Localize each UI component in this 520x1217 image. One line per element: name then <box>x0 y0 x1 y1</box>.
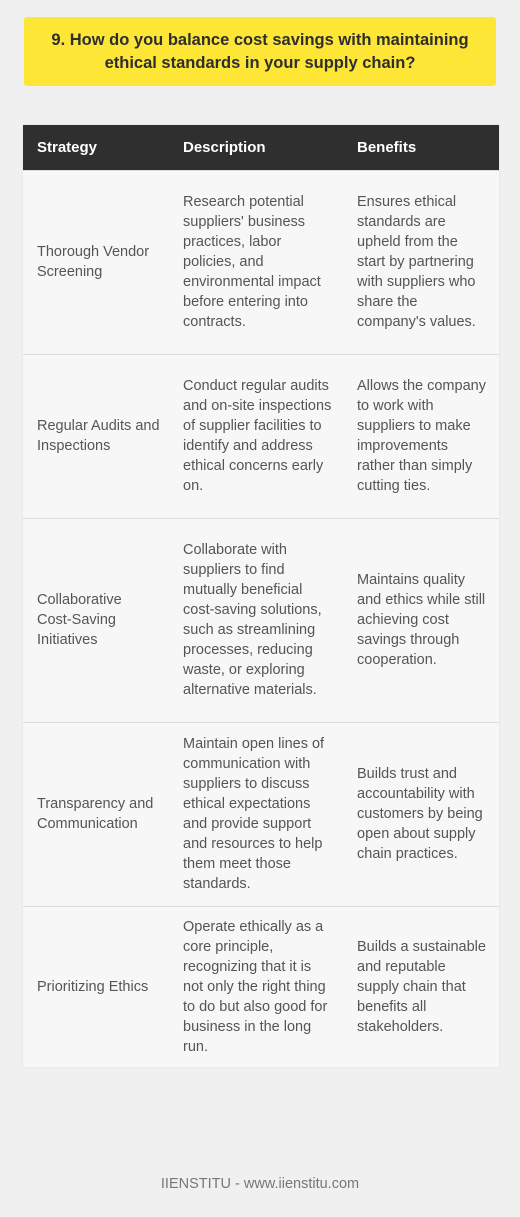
column-header-strategy: Strategy <box>23 125 170 170</box>
column-header-benefits: Benefits <box>344 125 499 170</box>
strategy-cell: Thorough Vendor Screening <box>23 170 170 354</box>
benefits-cell: Builds trust and accountability with customers by being open about supply chain practices. <box>344 722 499 906</box>
description-cell: Conduct regular audits and on-site inspections of supplier facilities to identify and address ethical concerns early on. <box>170 354 344 518</box>
description-cell: Maintain open lines of communication with suppliers to discuss ethical expectations and provide support and resources to help them meet those standards. <box>170 722 344 906</box>
benefits-cell: Ensures ethical standards are upheld from the start by partnering with suppliers who share the company's values. <box>344 170 499 354</box>
table-row <box>23 722 499 906</box>
benefits-cell: Builds a sustainable and reputable supply chain that benefits all stakeholders. <box>344 906 499 1067</box>
benefits-cell: Allows the company to work with suppliers to make improvements rather than simply cutting ties. <box>344 354 499 518</box>
table-row <box>23 354 499 518</box>
footer-credit: IIENSTITU - www.iienstitu.com <box>160 1176 360 1192</box>
table-row <box>23 518 499 722</box>
description-cell: Research potential suppliers' business practices, labor policies, and environmental impact before entering into contracts. <box>170 170 344 354</box>
strategy-cell: Collaborative Cost-Saving Initiatives <box>23 518 170 722</box>
table-row <box>23 170 499 354</box>
strategy-cell: Regular Audits and Inspections <box>23 354 170 518</box>
description-cell: Collaborate with suppliers to find mutually beneficial cost-saving solutions, such as streamlining processes, reducing waste, or exploring alternative materials. <box>170 518 344 722</box>
benefits-cell: Maintains quality and ethics while still achieving cost savings through cooperation. <box>344 518 499 722</box>
strategy-cell: Prioritizing Ethics <box>23 906 170 1067</box>
description-cell: Operate ethically as a core principle, recognizing that it is not only the right thing to do but also good for business in the long run. <box>170 906 344 1067</box>
column-header-description: Description <box>170 125 344 170</box>
strategy-table <box>23 125 499 1067</box>
table-header-row <box>23 125 499 170</box>
strategy-cell: Transparency and Communication <box>23 722 170 906</box>
table-row <box>23 906 499 1067</box>
page-title: 9. How do you balance cost savings with maintaining ethical standards in your supply chain? <box>24 17 496 86</box>
